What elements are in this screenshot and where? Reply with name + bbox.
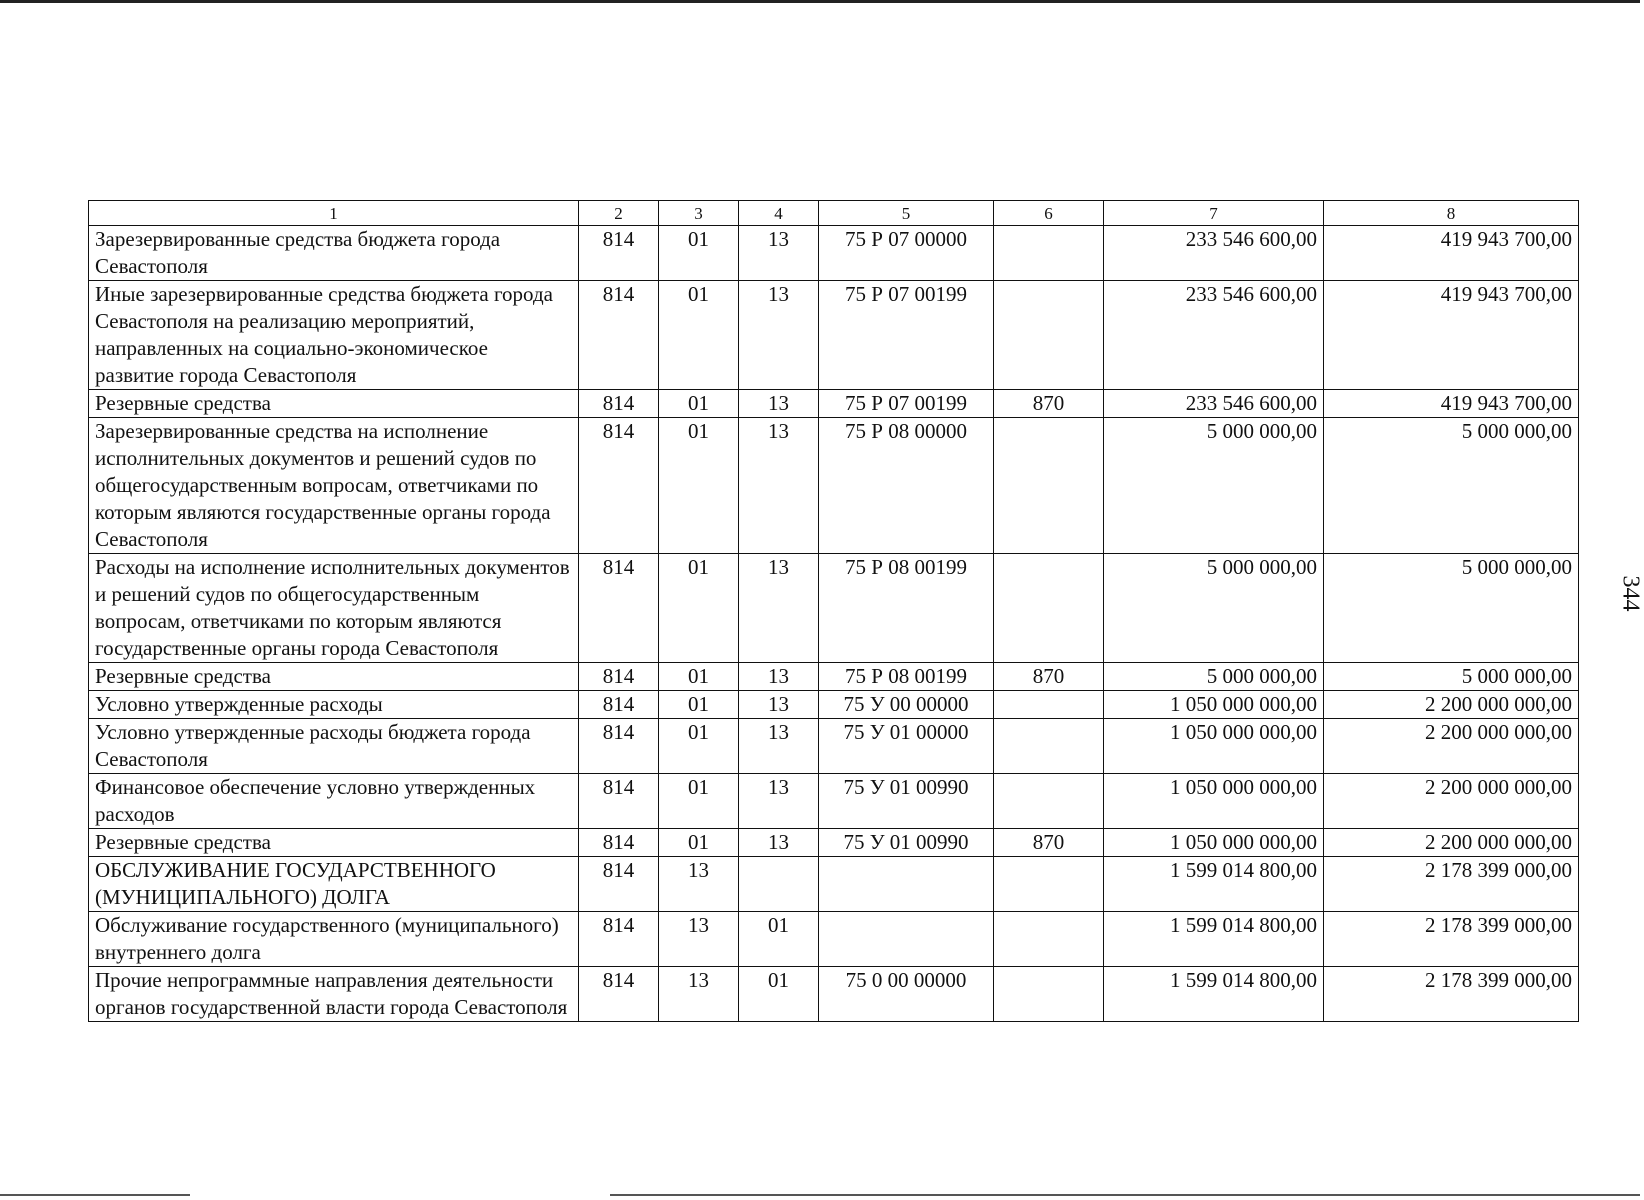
- expense-name: Обслуживание государственного (муниципального) внутреннего долга: [89, 912, 579, 967]
- section-code: 13: [659, 857, 739, 912]
- expense-type-code: [994, 719, 1104, 774]
- subsection-code: 13: [739, 226, 819, 281]
- section-code: 01: [659, 691, 739, 719]
- section-code: 01: [659, 663, 739, 691]
- table-row: [89, 418, 1579, 554]
- amount-year-2: 419 943 700,00: [1324, 390, 1579, 418]
- expense-type-code: 870: [994, 390, 1104, 418]
- main-manager-code: 814: [579, 967, 659, 1022]
- amount-year-1: 5 000 000,00: [1104, 554, 1324, 663]
- table-row: [89, 719, 1579, 774]
- section-code: 01: [659, 829, 739, 857]
- section-code: 01: [659, 719, 739, 774]
- target-item-code: 75 Р 08 00199: [819, 663, 994, 691]
- expense-type-code: [994, 857, 1104, 912]
- subsection-code: 13: [739, 829, 819, 857]
- expense-name: Резервные средства: [89, 829, 579, 857]
- amount-year-1: 1 599 014 800,00: [1104, 912, 1324, 967]
- subsection-code: 13: [739, 719, 819, 774]
- amount-year-2: 2 178 399 000,00: [1324, 857, 1579, 912]
- subsection-code: 13: [739, 691, 819, 719]
- expense-name: ОБСЛУЖИВАНИЕ ГОСУДАРСТВЕННОГО (МУНИЦИПАЛЬНОГО) ДОЛГА: [89, 857, 579, 912]
- header-col-4: 4: [739, 201, 819, 226]
- main-manager-code: 814: [579, 719, 659, 774]
- amount-year-2: 2 200 000 000,00: [1324, 691, 1579, 719]
- expense-type-code: [994, 418, 1104, 554]
- amount-year-1: 1 599 014 800,00: [1104, 967, 1324, 1022]
- table-row: [89, 967, 1579, 1022]
- amount-year-2: 5 000 000,00: [1324, 418, 1579, 554]
- table-row: [89, 912, 1579, 967]
- main-manager-code: 814: [579, 691, 659, 719]
- expense-type-code: [994, 281, 1104, 390]
- section-code: 01: [659, 281, 739, 390]
- target-item-code: 75 У 01 00990: [819, 774, 994, 829]
- amount-year-2: 2 200 000 000,00: [1324, 774, 1579, 829]
- amount-year-2: 2 200 000 000,00: [1324, 719, 1579, 774]
- table-row: [89, 774, 1579, 829]
- target-item-code: 75 0 00 00000: [819, 967, 994, 1022]
- amount-year-1: 233 546 600,00: [1104, 226, 1324, 281]
- expense-type-code: [994, 967, 1104, 1022]
- expense-type-code: [994, 912, 1104, 967]
- amount-year-1: 1 599 014 800,00: [1104, 857, 1324, 912]
- table-row: [89, 663, 1579, 691]
- expense-type-code: 870: [994, 829, 1104, 857]
- header-col-7: 7: [1104, 201, 1324, 226]
- expense-name: Резервные средства: [89, 390, 579, 418]
- amount-year-2: 2 200 000 000,00: [1324, 829, 1579, 857]
- main-manager-code: 814: [579, 226, 659, 281]
- main-manager-code: 814: [579, 857, 659, 912]
- expense-name: Иные зарезервированные средства бюджета города Севастополя на реализацию мероприятий, направленных на социально-экономическое развитие города Севастополя: [89, 281, 579, 390]
- bottom-border-line-right: [610, 1194, 1640, 1196]
- main-manager-code: 814: [579, 912, 659, 967]
- subsection-code: 01: [739, 912, 819, 967]
- table-row: [89, 226, 1579, 281]
- amount-year-1: 1 050 000 000,00: [1104, 719, 1324, 774]
- subsection-code: [739, 857, 819, 912]
- subsection-code: 13: [739, 390, 819, 418]
- expense-type-code: [994, 774, 1104, 829]
- amount-year-1: 233 546 600,00: [1104, 281, 1324, 390]
- section-code: 13: [659, 967, 739, 1022]
- expense-name: Резервные средства: [89, 663, 579, 691]
- subsection-code: 13: [739, 663, 819, 691]
- bottom-border-line-left: [0, 1194, 190, 1196]
- target-item-code: 75 Р 08 00000: [819, 418, 994, 554]
- target-item-code: [819, 857, 994, 912]
- expense-name: Условно утвержденные расходы: [89, 691, 579, 719]
- expense-name: Зарезервированные средства на исполнение исполнительных документов и решений судов по общегосударственным вопросам, ответчиками по которым являются государственные органы города Севастополя: [89, 418, 579, 554]
- amount-year-1: 1 050 000 000,00: [1104, 829, 1324, 857]
- section-code: 01: [659, 226, 739, 281]
- amount-year-2: 419 943 700,00: [1324, 226, 1579, 281]
- table-row: [89, 829, 1579, 857]
- target-item-code: 75 Р 07 00000: [819, 226, 994, 281]
- section-code: 01: [659, 390, 739, 418]
- expense-name: Условно утвержденные расходы бюджета города Севастополя: [89, 719, 579, 774]
- expense-type-code: 870: [994, 663, 1104, 691]
- subsection-code: 13: [739, 554, 819, 663]
- target-item-code: [819, 912, 994, 967]
- amount-year-2: 2 178 399 000,00: [1324, 967, 1579, 1022]
- expense-name: Прочие непрограммные направления деятельности органов государственной власти города Севастополя: [89, 967, 579, 1022]
- target-item-code: 75 Р 07 00199: [819, 390, 994, 418]
- amount-year-2: 5 000 000,00: [1324, 663, 1579, 691]
- section-code: 13: [659, 912, 739, 967]
- main-manager-code: 814: [579, 281, 659, 390]
- section-code: 01: [659, 418, 739, 554]
- main-manager-code: 814: [579, 418, 659, 554]
- expense-type-code: [994, 554, 1104, 663]
- amount-year-1: 1 050 000 000,00: [1104, 691, 1324, 719]
- target-item-code: 75 У 01 00990: [819, 829, 994, 857]
- header-col-1: 1: [89, 201, 579, 226]
- top-border-line: [0, 0, 1640, 3]
- table-row: [89, 857, 1579, 912]
- amount-year-1: 233 546 600,00: [1104, 390, 1324, 418]
- header-col-8: 8: [1324, 201, 1579, 226]
- main-manager-code: 814: [579, 774, 659, 829]
- main-manager-code: 814: [579, 663, 659, 691]
- main-manager-code: 814: [579, 390, 659, 418]
- header-col-6: 6: [994, 201, 1104, 226]
- subsection-code: 13: [739, 774, 819, 829]
- header-row: [89, 201, 1579, 226]
- target-item-code: 75 У 01 00000: [819, 719, 994, 774]
- header-col-3: 3: [659, 201, 739, 226]
- subsection-code: 13: [739, 281, 819, 390]
- expense-type-code: [994, 691, 1104, 719]
- subsection-code: 13: [739, 418, 819, 554]
- section-code: 01: [659, 774, 739, 829]
- budget-table: [88, 200, 1579, 1022]
- expense-name: Финансовое обеспечение условно утвержденных расходов: [89, 774, 579, 829]
- target-item-code: 75 Р 08 00199: [819, 554, 994, 663]
- table-row: [89, 554, 1579, 663]
- header-col-5: 5: [819, 201, 994, 226]
- target-item-code: 75 Р 07 00199: [819, 281, 994, 390]
- subsection-code: 01: [739, 967, 819, 1022]
- table-row: [89, 281, 1579, 390]
- table-row: [89, 390, 1579, 418]
- table-row: [89, 691, 1579, 719]
- amount-year-1: 5 000 000,00: [1104, 663, 1324, 691]
- amount-year-2: 2 178 399 000,00: [1324, 912, 1579, 967]
- section-code: 01: [659, 554, 739, 663]
- expense-name: Расходы на исполнение исполнительных документов и решений судов по общегосударственным вопросам, ответчиками по которым являются государственные органы города Севастополя: [89, 554, 579, 663]
- amount-year-2: 419 943 700,00: [1324, 281, 1579, 390]
- expense-name: Зарезервированные средства бюджета города Севастополя: [89, 226, 579, 281]
- expense-type-code: [994, 226, 1104, 281]
- amount-year-1: 5 000 000,00: [1104, 418, 1324, 554]
- target-item-code: 75 У 00 00000: [819, 691, 994, 719]
- page-number: 344: [1617, 575, 1644, 612]
- amount-year-1: 1 050 000 000,00: [1104, 774, 1324, 829]
- header-col-2: 2: [579, 201, 659, 226]
- main-manager-code: 814: [579, 554, 659, 663]
- amount-year-2: 5 000 000,00: [1324, 554, 1579, 663]
- main-manager-code: 814: [579, 829, 659, 857]
